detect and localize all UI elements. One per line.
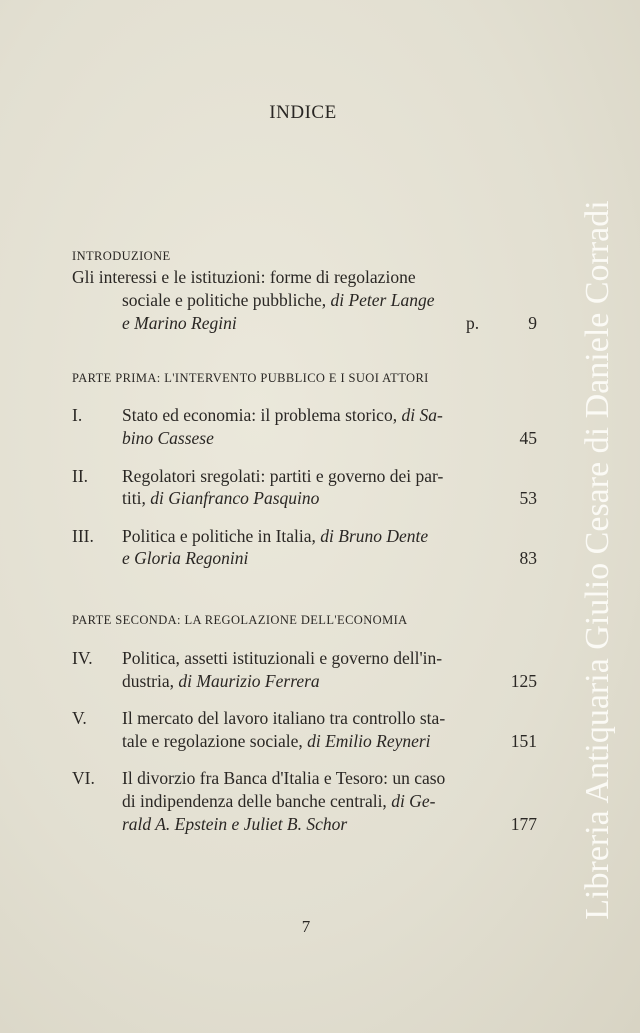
chapter-title-line	[122, 791, 435, 812]
entry-text: Stato ed economia: il problema storico,	[122, 405, 402, 425]
page-ref: 151	[510, 731, 537, 751]
entry-author: di Sa-	[401, 405, 443, 425]
page-ref: 9	[528, 313, 537, 333]
watermark: Libreria Antiquaria Giulio Cesare di Daniele Corradi	[579, 200, 616, 920]
chapter-number: I.	[72, 405, 83, 425]
page-number: 7	[301, 917, 311, 936]
entry-text: di indipendenza delle banche centrali,	[122, 791, 392, 811]
entry-author: di Maurizio Ferrera	[178, 671, 320, 691]
entry-author: di Bruno Dente	[320, 526, 429, 546]
chapter-number: II.	[72, 466, 89, 486]
chapter-title-line: Il divorzio fra Banca d'Italia e Tesoro: un caso	[122, 768, 446, 788]
page-ref: 177	[510, 814, 537, 834]
entry-text: Politica e politiche in Italia,	[122, 526, 321, 546]
entry-text: dustria,	[122, 671, 179, 691]
section-heading-part2: PARTE SECONDA: LA REGOLAZIONE DELL'ECONOMIA	[72, 613, 408, 627]
chapter-number: VI.	[72, 768, 95, 788]
chapter-number: V.	[72, 708, 87, 728]
page-title: INDICE	[269, 102, 337, 123]
toc-entry-intro-line2	[122, 290, 435, 311]
page-prefix: p.	[466, 313, 480, 333]
chapter-title-line: Il mercato del lavoro italiano tra controllo sta-	[122, 708, 446, 728]
toc-entry-intro-line3: e Marino Regini	[122, 313, 237, 333]
section-heading-intro: INTRODUZIONE	[72, 249, 171, 263]
chapter-author: bino Cassese	[122, 428, 214, 448]
page-ref: 125	[510, 671, 537, 691]
toc-entry-intro-line1: Gli interessi e le istituzioni: forme di regolazione	[72, 267, 416, 287]
section-heading-part1: PARTE PRIMA: L'INTERVENTO PUBBLICO E I SUOI ATTORI	[72, 371, 429, 385]
page-ref: 83	[519, 548, 537, 568]
entry-author: di Peter Lange	[330, 290, 435, 310]
chapter-title-line	[122, 731, 431, 752]
chapter-title-line	[122, 671, 320, 692]
chapter-title-line	[122, 526, 428, 547]
chapter-number: IV.	[72, 648, 93, 668]
chapter-author: e Gloria Regonini	[122, 548, 249, 568]
chapter-title-line: Politica, assetti istituzionali e governo dell'in-	[122, 648, 443, 668]
entry-author: di Gianfranco Pasquino	[150, 488, 320, 508]
page-ref: 53	[519, 488, 537, 508]
page-ref: 45	[519, 428, 537, 448]
entry-author: di Emilio Reyneri	[307, 731, 431, 751]
chapter-number: III.	[72, 526, 94, 546]
entry-text: tale e regolazione sociale,	[122, 731, 308, 751]
entry-author: di Ge-	[391, 791, 436, 811]
entry-text: titi,	[122, 488, 151, 508]
chapter-title-line	[122, 488, 319, 509]
chapter-author: rald A. Epstein e Juliet B. Schor	[122, 814, 348, 834]
chapter-title-line: Regolatori sregolati: partiti e governo dei par-	[122, 466, 444, 486]
entry-text: sociale e politiche pubbliche,	[122, 290, 331, 310]
chapter-title-line	[122, 405, 443, 426]
